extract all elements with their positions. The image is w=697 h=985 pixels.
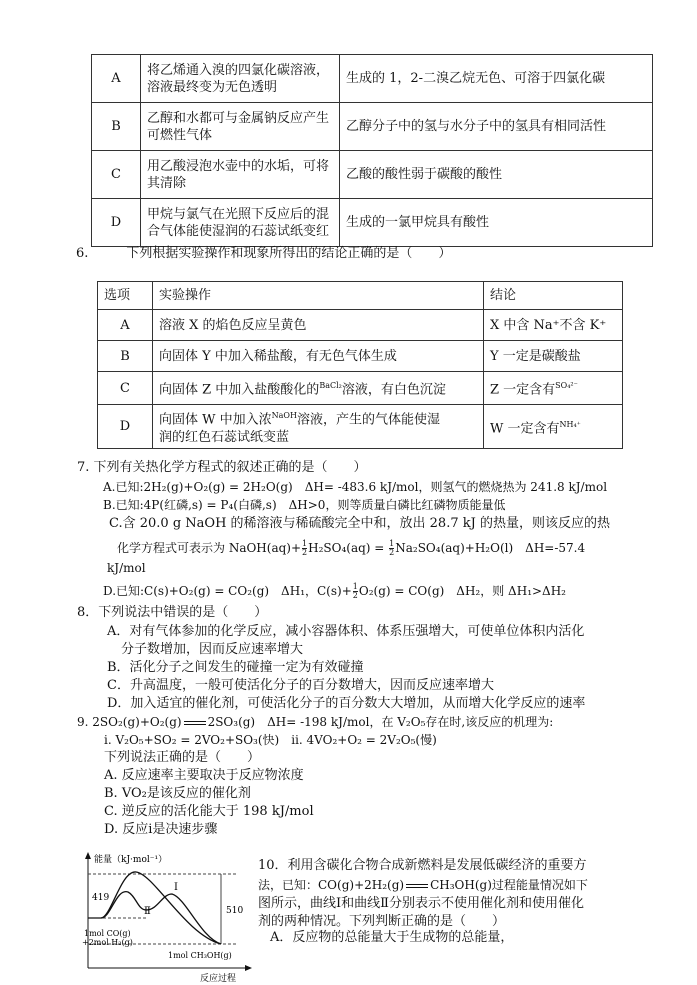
- conclusion-cell: 生成的 1，2-二溴乙烷无色、可溶于四氯化碳: [340, 55, 653, 103]
- q8-stem: 8．下列说法中错误的是（ ）: [77, 605, 268, 620]
- q7-option-d: D.已知:C(s)+O₂(g) = CO₂(g) ΔH₁，C(s)+ $\frac{1}{2}$ O₂(g) = CO(g) ΔH₂，则 ΔH₁>ΔH₂: [103, 582, 566, 600]
- option-label: A: [92, 55, 141, 103]
- operation-cell: 将乙烯通入溴的四氯化碳溶液， 溶液最终变为无色透明: [141, 55, 340, 103]
- q7-option-c-line2: 化学方程式可表示为 NaOH(aq)+ $\frac{1}{2}$ H₂SO₄(aq) = $\frac{1}{2}$ Na₂SO₄(aq)+H₂O(l) ΔH=-57.4: [117, 539, 586, 557]
- conclusion-cell: 乙酸的酸性弱于碳酸的酸性: [340, 151, 653, 199]
- operation-cell: 向固体 Y 中加入稀盐酸，有无色气体生成: [153, 341, 484, 372]
- option-label: D: [92, 199, 141, 247]
- table-top: [91, 54, 653, 247]
- table-row: [98, 405, 623, 449]
- q9-option-a: A. 反应速率主要取决于反应物浓度: [104, 768, 304, 783]
- y-axis-arrow-icon: [85, 852, 91, 859]
- q10-line1: 10．利用含碳化合物合成新燃料是发展低碳经济的重要方: [258, 858, 587, 873]
- table-row: [98, 341, 623, 372]
- q8-option-b: B．活化分子之间发生的碰撞一定为有效碰撞: [107, 660, 364, 675]
- conclusion-cell: Z 一定含有$^{SO_4^{2-}}$: [484, 372, 623, 405]
- label-reactant-2: +2mol H₂(g): [82, 938, 133, 947]
- fraction: $\frac{1}{2}$: [389, 539, 395, 557]
- q7-option-b: B.已知:4P(红磷,s) = P₄(白磷,s) ΔH>0，则等质量白磷比红磷物质能量低: [103, 498, 506, 512]
- q7-option-c-line3: kJ/mol: [107, 561, 146, 575]
- operation-cell: 乙醇和水都可与金属钠反应产生 可燃性气体: [141, 103, 340, 151]
- q9-stem: 9. 2SO₂(g)+O₂(g) 2SO₃(g) ΔH= -198 kJ/mol，在 V₂O₅存在时,该反应的机理为:: [77, 715, 554, 729]
- label-419: 419: [92, 893, 110, 903]
- conclusion-cell: 生成的一氯甲烷具有酸性: [340, 199, 653, 247]
- q7-option-c-line1: C.含 20.0 g NaOH 的稀溶液与稀硫酸完全中和，放出 28.7 kJ 的热量，则该反应的热: [109, 516, 610, 531]
- y-axis-label: 能量（kJ·mol⁻¹）: [94, 855, 168, 865]
- table-row: [92, 151, 653, 199]
- label-curve-ii: Ⅱ: [144, 906, 151, 917]
- q8-option-d: D．加入适宜的催化剂，可使活化分子的百分数大大增加，从而增大化学反应的速率: [107, 696, 586, 711]
- conclusion-cell: W 一定含有$^{NH_4^+}$: [484, 405, 623, 449]
- x-axis-label: 反应过程: [200, 974, 237, 982]
- q10-line3: 图所示，曲线Ⅰ和曲线Ⅱ分别表示不使用催化剂和使用催化: [258, 896, 584, 911]
- table-row: [92, 103, 653, 151]
- operation-cell: 用乙酸浸泡水壶中的水垢，可将 其清除: [141, 151, 340, 199]
- conclusion-cell: 乙醇分子中的氢与水分子中的氢具有相同活性: [340, 103, 653, 151]
- q9-option-c: C. 逆反应的活化能大于 198 kJ/mol: [104, 804, 314, 819]
- q10-line2: 法，已知：CO(g)+2H₂(g) CH₃OH(g)过程能量情况如下: [258, 878, 588, 892]
- option-label: C: [92, 151, 141, 199]
- header-cell: 结论: [484, 282, 623, 310]
- table-row: [98, 372, 623, 405]
- option-label: C: [98, 372, 153, 405]
- header-cell: 选项: [98, 282, 153, 310]
- label-510: 510: [226, 906, 244, 916]
- option-label: B: [92, 103, 141, 151]
- q7-option-a: A.已知:2H₂(g)+O₂(g) = 2H₂O(g) ΔH= -483.6 kJ/mol，则氢气的燃烧热为 241.8 kJ/mol: [103, 480, 608, 494]
- energy-diagram: [76, 850, 256, 982]
- label-reactant-1: 1mol CO(g): [84, 929, 131, 938]
- table-header-row: [98, 282, 623, 310]
- q7-stem: 7. 下列有关热化学方程式的叙述正确的是（ ）: [77, 460, 367, 475]
- q9-stem2: 下列说法正确的是（ ）: [104, 750, 261, 765]
- label-product: 1mol CH₃OH(g): [168, 951, 232, 960]
- option-label: A: [98, 310, 153, 341]
- table-row: [98, 310, 623, 341]
- conclusion-cell: X 中含 Na⁺不含 K⁺: [484, 310, 623, 341]
- header-cell: 实验操作: [153, 282, 484, 310]
- fraction: $\frac{1}{2}$: [302, 539, 308, 557]
- label-curve-i: Ⅰ: [174, 882, 178, 893]
- conclusion-cell: Y 一定是碳酸盐: [484, 341, 623, 372]
- option-label: B: [98, 341, 153, 372]
- fraction: $\frac{1}{2}$: [352, 582, 358, 600]
- q9-option-d: D. 反应ⅰ是决速步骤: [104, 822, 218, 837]
- q9-option-b: B. VO₂是该反应的催化剂: [104, 786, 251, 801]
- option-label: D: [98, 405, 153, 449]
- table-q6: [97, 281, 623, 449]
- operation-cell: 向固体 Z 中加入盐酸酸化的$^{BaCl_2}$溶液，有白色沉淀: [153, 372, 484, 405]
- operation-cell: 甲烷与氯气在光照下反应后的混 合气体能使湿润的石蕊试纸变红: [141, 199, 340, 247]
- q9-mechanism: ⅰ. V₂O₅+SO₂ = 2VO₂+SO₃(快) ⅱ. 4VO₂+O₂ = 2V₂O₅(慢): [104, 733, 437, 747]
- operation-cell: 向固体 W 中加入浓$^{NaOH}$溶液，产生的气体能使湿 润的红色石蕊试纸变蓝: [153, 405, 484, 449]
- table-row: [92, 199, 653, 247]
- q6-stem: 6. 下列根据实验操作和现象所得出的结论正确的是（ ）: [76, 246, 452, 261]
- q10-option-a: A．反应物的总能量大于生成物的总能量，: [270, 930, 514, 945]
- equilibrium-arrow-icon: [406, 883, 428, 889]
- q10-line4: 剂的两种情况。下列判断正确的是（ ）: [258, 914, 506, 929]
- table-row: [92, 55, 653, 103]
- operation-cell: 溶液 X 的焰色反应呈黄色: [153, 310, 484, 341]
- equilibrium-arrow-icon: [184, 720, 206, 726]
- q8-option-a-line2: 分子数增加，因而反应速率增大: [121, 642, 304, 657]
- x-axis-arrow-icon: [245, 965, 252, 971]
- q8-option-a-line1: A．对有气体参加的化学反应，减小容器体积、体系压强增大，可使单位体积内活化: [107, 624, 585, 639]
- q8-option-c: C．升高温度，一般可使活化分子的百分数增大，因而反应速率增大: [107, 678, 494, 693]
